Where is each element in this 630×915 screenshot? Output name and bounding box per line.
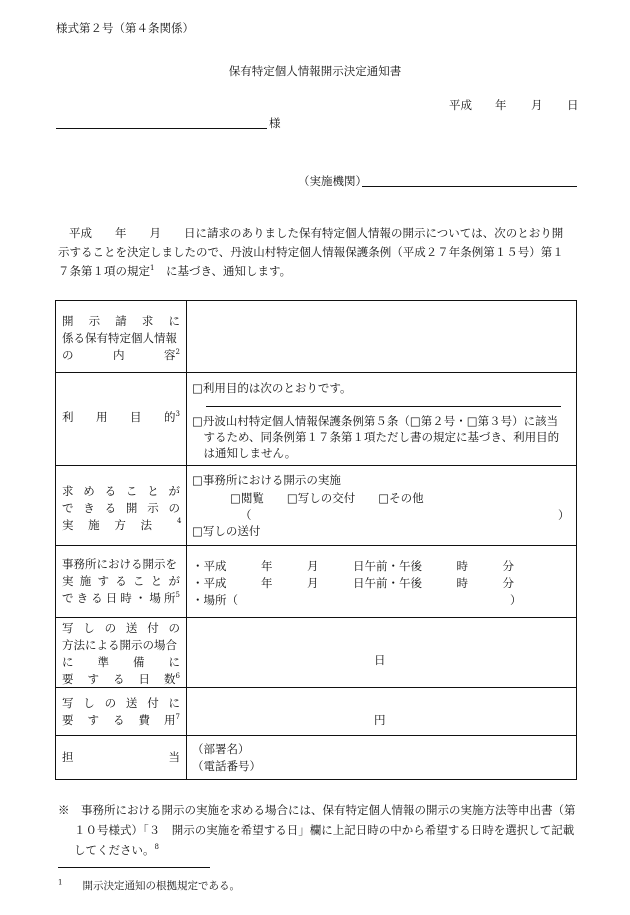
label-char: こ: [125, 484, 138, 498]
row-label-preparation-days: [62, 620, 180, 688]
label-char: 備: [133, 655, 145, 669]
label-char: の: [168, 501, 180, 515]
label-text: 係る保有特定個人情報: [62, 331, 177, 345]
label-line: [62, 590, 180, 607]
label-char: 求: [62, 484, 74, 498]
label-char: 用: [96, 410, 108, 424]
addressee-suffix: 様: [269, 116, 281, 130]
contact-phone: （電話番号）: [192, 759, 261, 773]
note-text: してください。: [74, 843, 155, 857]
footnote: [58, 878, 240, 893]
purpose-withheld-line: □丹波山村特定個人情報保護条例第５条（□第２号・□第３号）に該当: [192, 414, 559, 428]
date-year-label: 年: [495, 98, 507, 112]
label-char: 開: [62, 314, 74, 328]
label-char: 求: [141, 314, 154, 328]
label-char: [164, 590, 180, 607]
note-mark: ※: [58, 803, 70, 817]
footnote-mark: 8: [154, 843, 159, 852]
method-other-open-paren: （: [240, 508, 252, 522]
label-char: が: [168, 484, 180, 498]
label-char-text: 数: [164, 672, 176, 686]
footnote-mark: 2: [175, 348, 180, 357]
label-char: と: [147, 484, 159, 498]
method-mail-copy: □写しの送付: [192, 524, 261, 538]
label-char: す: [97, 574, 109, 588]
label-char: 法: [140, 518, 152, 532]
label-line: [62, 330, 180, 347]
label-char: き: [76, 591, 89, 605]
method-other-close-paren: ）: [558, 508, 570, 522]
label-char: 日: [138, 672, 150, 686]
label-line: [62, 556, 180, 573]
body-paragraph: [58, 224, 578, 281]
label-char: [164, 409, 180, 426]
footnote-number: 1: [58, 878, 63, 887]
label-line: [62, 654, 180, 671]
footnote-mark: 5: [175, 591, 180, 600]
method-office: □事務所における開示の実施: [192, 473, 341, 487]
purpose-withheld-line: するため、同条例第１７条第１項ただし書の規定に基づき、利用目的: [192, 430, 560, 444]
label-char: に: [168, 655, 180, 669]
label-char: 当: [168, 750, 180, 764]
label-char: の: [168, 621, 180, 635]
label-line: [62, 749, 180, 766]
label-line: [62, 409, 180, 426]
date-month-label: 月: [531, 98, 543, 112]
label-line: [62, 483, 180, 500]
body-footnote-mark: 1: [150, 264, 155, 273]
row-label-contact: [62, 749, 180, 766]
contact-department: （部署名）: [192, 742, 250, 756]
label-char: す: [87, 713, 99, 727]
label-char: [164, 712, 180, 729]
agency-label: （実施機関）: [298, 174, 367, 188]
note-text: 事務所における開示の実施を求める場合には、保有特定個人情報の開示の実施方法等申出書（第: [81, 803, 576, 817]
table-row-divider: [56, 465, 576, 466]
purpose-option-withheld: [192, 413, 559, 461]
page-title: 保有特定個人情報開示決定通知書: [228, 64, 402, 78]
label-char: 方: [114, 518, 126, 532]
label-char: で: [62, 501, 74, 515]
purpose-blank-line: [206, 406, 561, 407]
label-text: 方法による開示の場合: [62, 638, 177, 652]
label-char: 費: [138, 713, 150, 727]
label-char: し: [83, 696, 95, 710]
label-char: 写: [62, 696, 74, 710]
label-char: に: [62, 655, 74, 669]
label-char: が: [168, 574, 180, 588]
place-close-paren: ）: [510, 593, 522, 607]
row-label-datetime-place: [62, 556, 180, 607]
note-line-1: [58, 800, 588, 820]
label-char: [164, 671, 180, 688]
purpose-option-stated: □利用目的は次のとおりです。: [192, 381, 352, 395]
label-char: 実: [62, 574, 74, 588]
label-char: の: [104, 696, 117, 710]
label-char: 要: [62, 672, 74, 686]
label-char: 施: [88, 518, 100, 532]
label-char: 送: [125, 696, 138, 710]
label-char: 実: [62, 518, 74, 532]
label-char: と: [150, 574, 163, 588]
body-line-3: [58, 262, 578, 281]
label-char: 付: [147, 696, 159, 710]
label-line: [62, 620, 180, 637]
method-office-options: □閲覧 □写しの交付 □その他: [230, 491, 424, 505]
label-char: 要: [62, 713, 74, 727]
place-open: ・場所（: [192, 593, 238, 607]
date-era: 平成: [449, 98, 472, 112]
table-row-divider: [56, 372, 576, 373]
label-char: る: [113, 713, 125, 727]
label-char: 施: [79, 574, 92, 588]
agency-blank-line: [362, 186, 577, 187]
note-line-3: [58, 840, 588, 860]
row-label-request-content: [62, 313, 180, 364]
note-block: [58, 800, 588, 860]
label-line: [62, 712, 180, 729]
footnote-mark: 6: [175, 672, 180, 681]
label-char-text: 所: [163, 591, 176, 605]
label-char: し: [83, 621, 95, 635]
label-char: [164, 347, 180, 364]
addressee-blank-line: [56, 128, 267, 129]
label-char: 送: [125, 621, 138, 635]
body-line-3-end: に基づき、通知します。: [165, 264, 292, 278]
label-line: [62, 347, 180, 364]
label-char-text: 容: [164, 348, 176, 362]
purpose-withheld-line: は通知しません。: [192, 446, 297, 460]
label-line: [62, 671, 180, 688]
label-char: 担: [62, 750, 74, 764]
datetime-option-1: ・平成 年 月 日午前・午後 時 分: [192, 559, 514, 573]
row-label-method: 求 め る こ と が で き る 開 示 の 実 施 方 法 4: [62, 484, 182, 532]
body-line-2: 示することを決定しましたので、丹波山村特定個人情報保護条例（平成２７年条例第１５号）第１: [58, 245, 564, 259]
label-char: る: [104, 484, 117, 498]
table-row-divider: [56, 735, 576, 736]
label-char: に: [168, 314, 180, 328]
label-line: [62, 573, 180, 590]
note-line-2: １０号様式）「３ 開示の実施を希望する日」欄に上記日時の中から希望する日時を選択して記載: [74, 823, 575, 837]
decision-table: [55, 300, 577, 780]
label-line: [62, 313, 180, 330]
label-char: る: [113, 672, 125, 686]
label-line: [62, 637, 180, 654]
label-char: き: [83, 501, 95, 515]
label-char: 開: [125, 501, 138, 515]
label-char: す: [87, 672, 99, 686]
label-line: [62, 695, 180, 712]
label-char: め: [83, 484, 95, 498]
label-char: 準: [97, 655, 109, 669]
label-char: 場: [149, 591, 161, 605]
footnote-mark: 3: [175, 410, 180, 419]
footnote-mark: 7: [175, 713, 180, 722]
date-day-label: 日: [567, 98, 579, 112]
form-number: 様式第２号（第４条関係）: [56, 21, 194, 35]
label-char: の: [104, 621, 117, 635]
body-line-3-text: ７条第１項の規定: [58, 264, 150, 278]
label-char: こ: [133, 574, 145, 588]
copy-fee-unit: 円: [374, 713, 386, 727]
label-char: の: [62, 348, 74, 362]
label-char: る: [91, 591, 103, 605]
row-label-copy-fee: [62, 695, 180, 729]
label-char-text: 用: [164, 713, 176, 727]
label-char: 時: [120, 591, 132, 605]
label-char: 内: [113, 348, 125, 362]
label-char: 日: [105, 591, 118, 605]
label-text: 事務所における開示を: [62, 557, 177, 571]
label-line: [62, 517, 152, 534]
table-row-divider: [56, 617, 576, 618]
label-char: 利: [62, 410, 74, 424]
footnote-text: 開示決定通知の根拠規定である。: [82, 880, 240, 892]
label-char: る: [115, 574, 127, 588]
label-char: で: [62, 591, 74, 605]
label-char: る: [104, 501, 117, 515]
body-line-1: 平成 年 月 日に請求のありました保有特定個人情報の開示については、次のとおり開: [69, 226, 564, 240]
label-line: [62, 500, 180, 517]
label-char: 示: [88, 314, 101, 328]
label-char: 請: [115, 314, 127, 328]
label-char: に: [168, 696, 180, 710]
label-char: ・: [134, 591, 147, 605]
label-char: 示: [147, 501, 159, 515]
label-char: 写: [62, 621, 74, 635]
table-row-divider: [56, 545, 576, 546]
label-char: 目: [130, 410, 142, 424]
label-char-text: 的: [164, 410, 176, 424]
datetime-option-2: ・平成 年 月 日午前・午後 時 分: [192, 576, 514, 590]
preparation-days-unit: 日: [374, 653, 386, 667]
footnote-separator: [58, 867, 210, 868]
row-label-purpose: [62, 409, 180, 426]
label-char: 付: [147, 621, 159, 635]
